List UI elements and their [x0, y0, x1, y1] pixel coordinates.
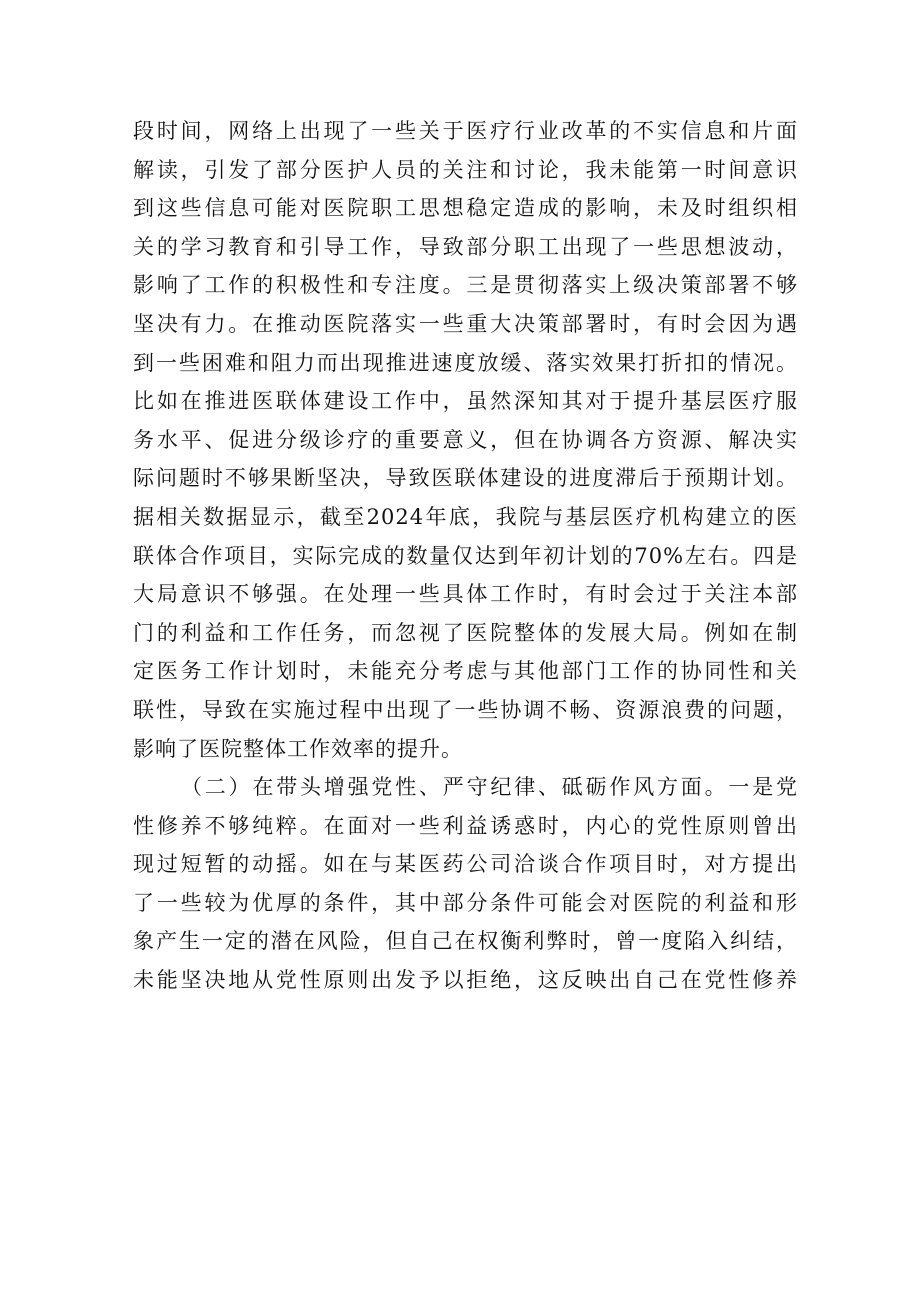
- text-line: 门的利益和工作任务，而忽视了医院整体的发展大局。例如在制: [133, 620, 798, 645]
- text-line: 了一些较为优厚的条件，其中部分条件可能会对医院的利益和形: [133, 890, 798, 915]
- text-line: 务水平、促进分级诊疗的重要意义，但在协调各方资源、解决实: [133, 427, 798, 452]
- text-line: 到一些困难和阻力而出现推进速度放缓、落实效果打折扣的情况。: [133, 350, 798, 375]
- text-line: 到这些信息可能对医院职工思想稳定造成的影响，未及时组织相: [133, 196, 798, 221]
- text-line: （二）在带头增强党性、严守纪律、砥砺作风方面。一是党: [181, 775, 798, 800]
- text-line: 定医务工作计划时，未能充分考虑与其他部门工作的协同性和关: [133, 659, 798, 684]
- text-line: 据相关数据显示，截至2024年底，我院与基层医疗机构建立的医: [133, 504, 798, 529]
- text-line: 影响了医院整体工作效率的提升。: [133, 736, 463, 761]
- text-line: 影响了工作的积极性和专注度。三是贯彻落实上级决策部署不够: [133, 273, 798, 298]
- text-line: 性修养不够纯粹。在面对一些利益诱惑时，内心的党性原则曾出: [133, 813, 798, 838]
- text-line: 解读，引发了部分医护人员的关注和讨论，我未能第一时间意识: [133, 157, 798, 182]
- text-line: 联性，导致在实施过程中出现了一些协调不畅、资源浪费的问题，: [133, 697, 798, 722]
- text-line: 段时间，网络上出现了一些关于医疗行业改革的不实信息和片面: [133, 119, 798, 143]
- document-body: [133, 112, 798, 1000]
- text-line: 现过短暂的动摇。如在与某医药公司洽谈合作项目时，对方提出: [133, 852, 798, 877]
- text-line: 未能坚决地从党性原则出发予以拒绝，这反映出自己在党性修养: [133, 968, 798, 993]
- text-line: 际问题时不够果断坚决，导致医联体建设的进度滞后于预期计划。: [133, 466, 798, 491]
- text-line: 比如在推进医联体建设工作中，虽然深知其对于提升基层医疗服: [133, 389, 798, 414]
- text-line: 关的学习教育和引导工作，导致部分职工出现了一些思想波动，: [133, 234, 798, 259]
- text-line: 联体合作项目，实际完成的数量仅达到年初计划的70%左右。四是: [133, 543, 798, 568]
- text-line: 大局意识不够强。在处理一些具体工作时，有时会过于关注本部: [133, 582, 798, 607]
- text-line: 象产生一定的潜在风险，但自己在权衡利弊时，曾一度陷入纠结，: [133, 929, 798, 954]
- text-line: 坚决有力。在推动医院落实一些重大决策部署时，有时会因为遇: [133, 311, 798, 336]
